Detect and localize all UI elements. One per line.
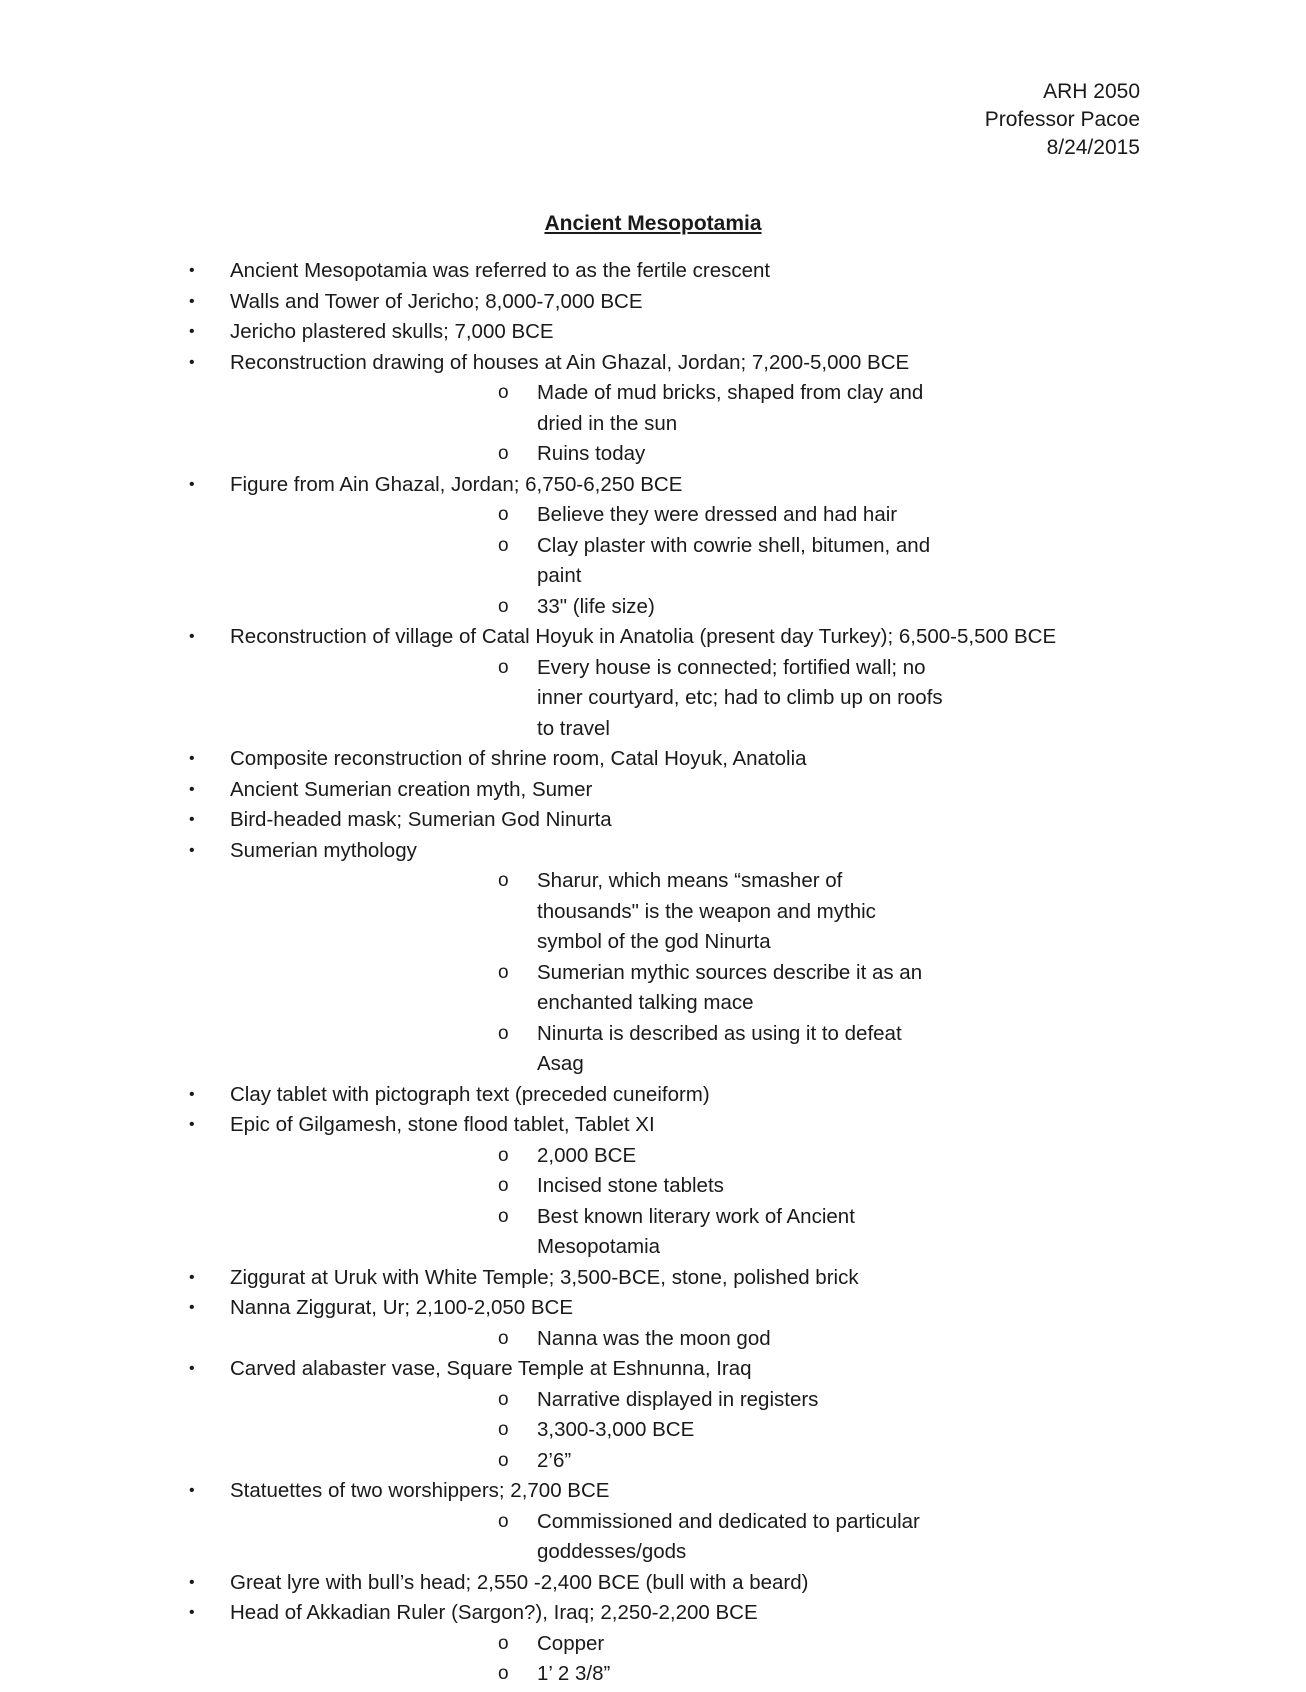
sub-list <box>230 1324 1126 1355</box>
sub-list-item <box>230 1507 1126 1568</box>
bullet-icon: • <box>189 1573 195 1591</box>
sub-bullet-icon: o <box>498 1449 509 1471</box>
list-item-text: Carved alabaster vase, Square Temple at Eshnunna, Iraq <box>230 1357 752 1380</box>
sub-list-item-text: Nanna was the moon god <box>537 1326 771 1350</box>
sub-list-item-text: 1’ 2 3/8” <box>537 1662 611 1685</box>
list-item <box>0 287 1306 318</box>
list-item <box>0 775 1306 806</box>
list-item-text: Ancient Sumerian creation myth, Sumer <box>230 777 593 801</box>
sub-list-item <box>230 1446 1126 1477</box>
list-item <box>0 348 1306 470</box>
list-item-text: Jericho plastered skulls; 7,000 BCE <box>230 320 554 343</box>
list-item-text: Sumerian mythology <box>230 838 417 862</box>
list-item-text: Epic of Gilgamesh, stone flood tablet, Tablet XI <box>230 1113 655 1136</box>
list-item <box>0 622 1306 744</box>
list-item <box>0 1568 1306 1599</box>
sub-bullet-icon: o <box>498 1510 509 1532</box>
sub-list-item <box>230 1629 1126 1660</box>
sub-bullet-icon: o <box>498 1632 509 1654</box>
list-item-text: Nanna Ziggurat, Ur; 2,100-2,050 BCE <box>230 1296 573 1319</box>
sub-list-item-text: 3,300-3,000 BCE <box>537 1418 695 1441</box>
sub-list-item <box>230 439 1126 470</box>
sub-bullet-icon: o <box>498 1175 509 1196</box>
sub-bullet-icon: o <box>498 504 509 525</box>
sub-bullet-icon: o <box>498 1144 509 1166</box>
sub-list <box>230 866 1126 1080</box>
document-date: 8/24/2015 <box>1046 136 1140 159</box>
course-code: ARH 2050 <box>1043 80 1140 103</box>
sub-list-item <box>230 653 1126 745</box>
sub-list-item <box>230 1141 1126 1172</box>
bullet-icon: • <box>189 1299 195 1316</box>
sub-list-item-text: Sharur, which means “smasher of thousands" is the weapon and mythic symbol of the god Ninurta <box>537 869 876 953</box>
sub-list-item-text: Ruins today <box>537 442 646 465</box>
list-item-text: Reconstruction of village of Catal Hoyuk in Anatolia (present day Turkey); 6,500-5,500 BCE <box>230 625 1057 648</box>
sub-list <box>230 378 1126 470</box>
sub-list-item-text: 2,000 BCE <box>537 1143 637 1167</box>
sub-list-item <box>230 1202 1126 1263</box>
sub-bullet-icon: o <box>498 870 509 891</box>
sub-list-item <box>230 1324 1126 1355</box>
sub-list <box>230 1507 1126 1568</box>
sub-list-item <box>230 958 1126 1019</box>
sub-list-item-text: Ninurta is described as using it to defeat Asag <box>537 1021 902 1075</box>
list-item-text: Clay tablet with pictograph text (preceded cuneiform) <box>230 1082 710 1106</box>
sub-list-item <box>230 1415 1126 1446</box>
bullet-icon: • <box>189 841 195 859</box>
bullet-icon: • <box>189 1604 195 1621</box>
sub-list-item-text: 33" (life size) <box>537 594 655 618</box>
sub-bullet-icon: o <box>498 656 509 678</box>
list-item <box>0 1263 1306 1294</box>
sub-bullet-icon: o <box>498 534 509 556</box>
sub-list-item <box>230 531 1126 592</box>
sub-bullet-icon: o <box>498 595 509 617</box>
notes-list <box>0 256 1306 1690</box>
list-item <box>0 1476 1306 1568</box>
sub-list-item-text: Commissioned and dedicated to particular goddesses/gods <box>537 1509 920 1563</box>
bullet-icon: • <box>189 323 195 340</box>
professor-name: Professor Pacoe <box>984 108 1140 131</box>
list-item <box>0 1110 1306 1263</box>
list-item-text: Bird-headed mask; Sumerian God Ninurta <box>230 808 612 831</box>
bullet-icon: • <box>189 353 195 371</box>
sub-list-item-text: Every house is connected; fortified wall; no inner courtyard, etc; had to climb up on roofs to travel <box>537 655 943 740</box>
bullet-icon: • <box>189 1116 195 1133</box>
list-item-text: Walls and Tower of Jericho; 8,000-7,000 BCE <box>230 289 643 313</box>
bullet-icon: • <box>189 750 195 767</box>
bullet-icon: • <box>189 780 195 798</box>
list-item <box>0 744 1306 775</box>
sub-list-item <box>230 592 1126 623</box>
list-item <box>0 805 1306 836</box>
list-item-text: Ancient Mesopotamia was referred to as the fertile crescent <box>230 259 771 282</box>
sub-list-item-text: Best known literary work of Ancient Mesopotamia <box>537 1204 855 1258</box>
sub-list <box>230 653 1126 745</box>
sub-bullet-icon: o <box>498 961 509 983</box>
list-item <box>0 1598 1306 1690</box>
bullet-icon: • <box>189 1482 195 1499</box>
bullet-icon: • <box>189 1085 195 1103</box>
sub-bullet-icon: o <box>498 1419 509 1440</box>
sub-list-item <box>230 866 1126 958</box>
sub-list-item-text: Incised stone tablets <box>537 1174 724 1197</box>
sub-list-item-text: 2’6” <box>537 1448 572 1472</box>
list-item <box>0 1080 1306 1111</box>
bullet-icon: • <box>189 475 195 493</box>
sub-list-item <box>230 1659 1126 1690</box>
sub-list-item <box>230 500 1126 531</box>
sub-bullet-icon: o <box>498 1022 509 1044</box>
list-item <box>0 317 1306 348</box>
list-item <box>0 1293 1306 1354</box>
list-item-text: Great lyre with bull’s head; 2,550 -2,400 BCE (bull with a beard) <box>230 1570 809 1594</box>
sub-list-item-text: Believe they were dressed and had hair <box>537 503 898 526</box>
list-item <box>0 470 1306 623</box>
list-item-text: Figure from Ain Ghazal, Jordan; 6,750-6,250 BCE <box>230 472 683 496</box>
list-item-text: Statuettes of two worshippers; 2,700 BCE <box>230 1479 610 1502</box>
sub-list <box>230 1141 1126 1263</box>
sub-list-item-text: Sumerian mythic sources describe it as an enchanted talking mace <box>537 960 923 1014</box>
sub-list-item <box>230 1385 1126 1416</box>
sub-bullet-icon: o <box>498 1327 509 1349</box>
bullet-icon: • <box>189 262 195 279</box>
sub-list-item-text: Narrative displayed in registers <box>537 1387 819 1411</box>
sub-list <box>230 1629 1126 1690</box>
list-item-text: Ziggurat at Uruk with White Temple; 3,500-BCE, stone, polished brick <box>230 1265 859 1289</box>
sub-list <box>230 500 1126 622</box>
list-item <box>0 256 1306 287</box>
sub-list-item-text: Clay plaster with cowrie shell, bitumen, and paint <box>537 533 931 587</box>
sub-list-item <box>230 378 1126 439</box>
bullet-icon: • <box>189 1360 195 1377</box>
sub-bullet-icon: o <box>498 1388 509 1410</box>
list-item <box>0 836 1306 1080</box>
bullet-icon: • <box>189 811 195 828</box>
sub-list-item-text: Copper <box>537 1631 605 1655</box>
list-item-text: Reconstruction drawing of houses at Ain Ghazal, Jordan; 7,200-5,000 BCE <box>230 350 910 374</box>
header-block <box>985 78 1140 162</box>
document-title: Ancient Mesopotamia <box>544 212 762 235</box>
sub-list-item-text: Made of mud bricks, shaped from clay and dried in the sun <box>537 381 924 435</box>
sub-list-item <box>230 1019 1126 1080</box>
bullet-icon: • <box>189 628 195 645</box>
list-item-text: Composite reconstruction of shrine room, Catal Hoyuk, Anatolia <box>230 747 807 770</box>
sub-list-item <box>230 1171 1126 1202</box>
list-item <box>0 1354 1306 1476</box>
sub-bullet-icon: o <box>498 1205 509 1227</box>
bullet-icon: • <box>189 1268 195 1286</box>
sub-bullet-icon: o <box>498 1663 509 1684</box>
list-item-text: Head of Akkadian Ruler (Sargon?), Iraq; 2,250-2,200 BCE <box>230 1601 758 1624</box>
sub-bullet-icon: o <box>498 443 509 464</box>
sub-bullet-icon: o <box>498 382 509 403</box>
sub-list <box>230 1385 1126 1477</box>
bullet-icon: • <box>189 292 195 310</box>
